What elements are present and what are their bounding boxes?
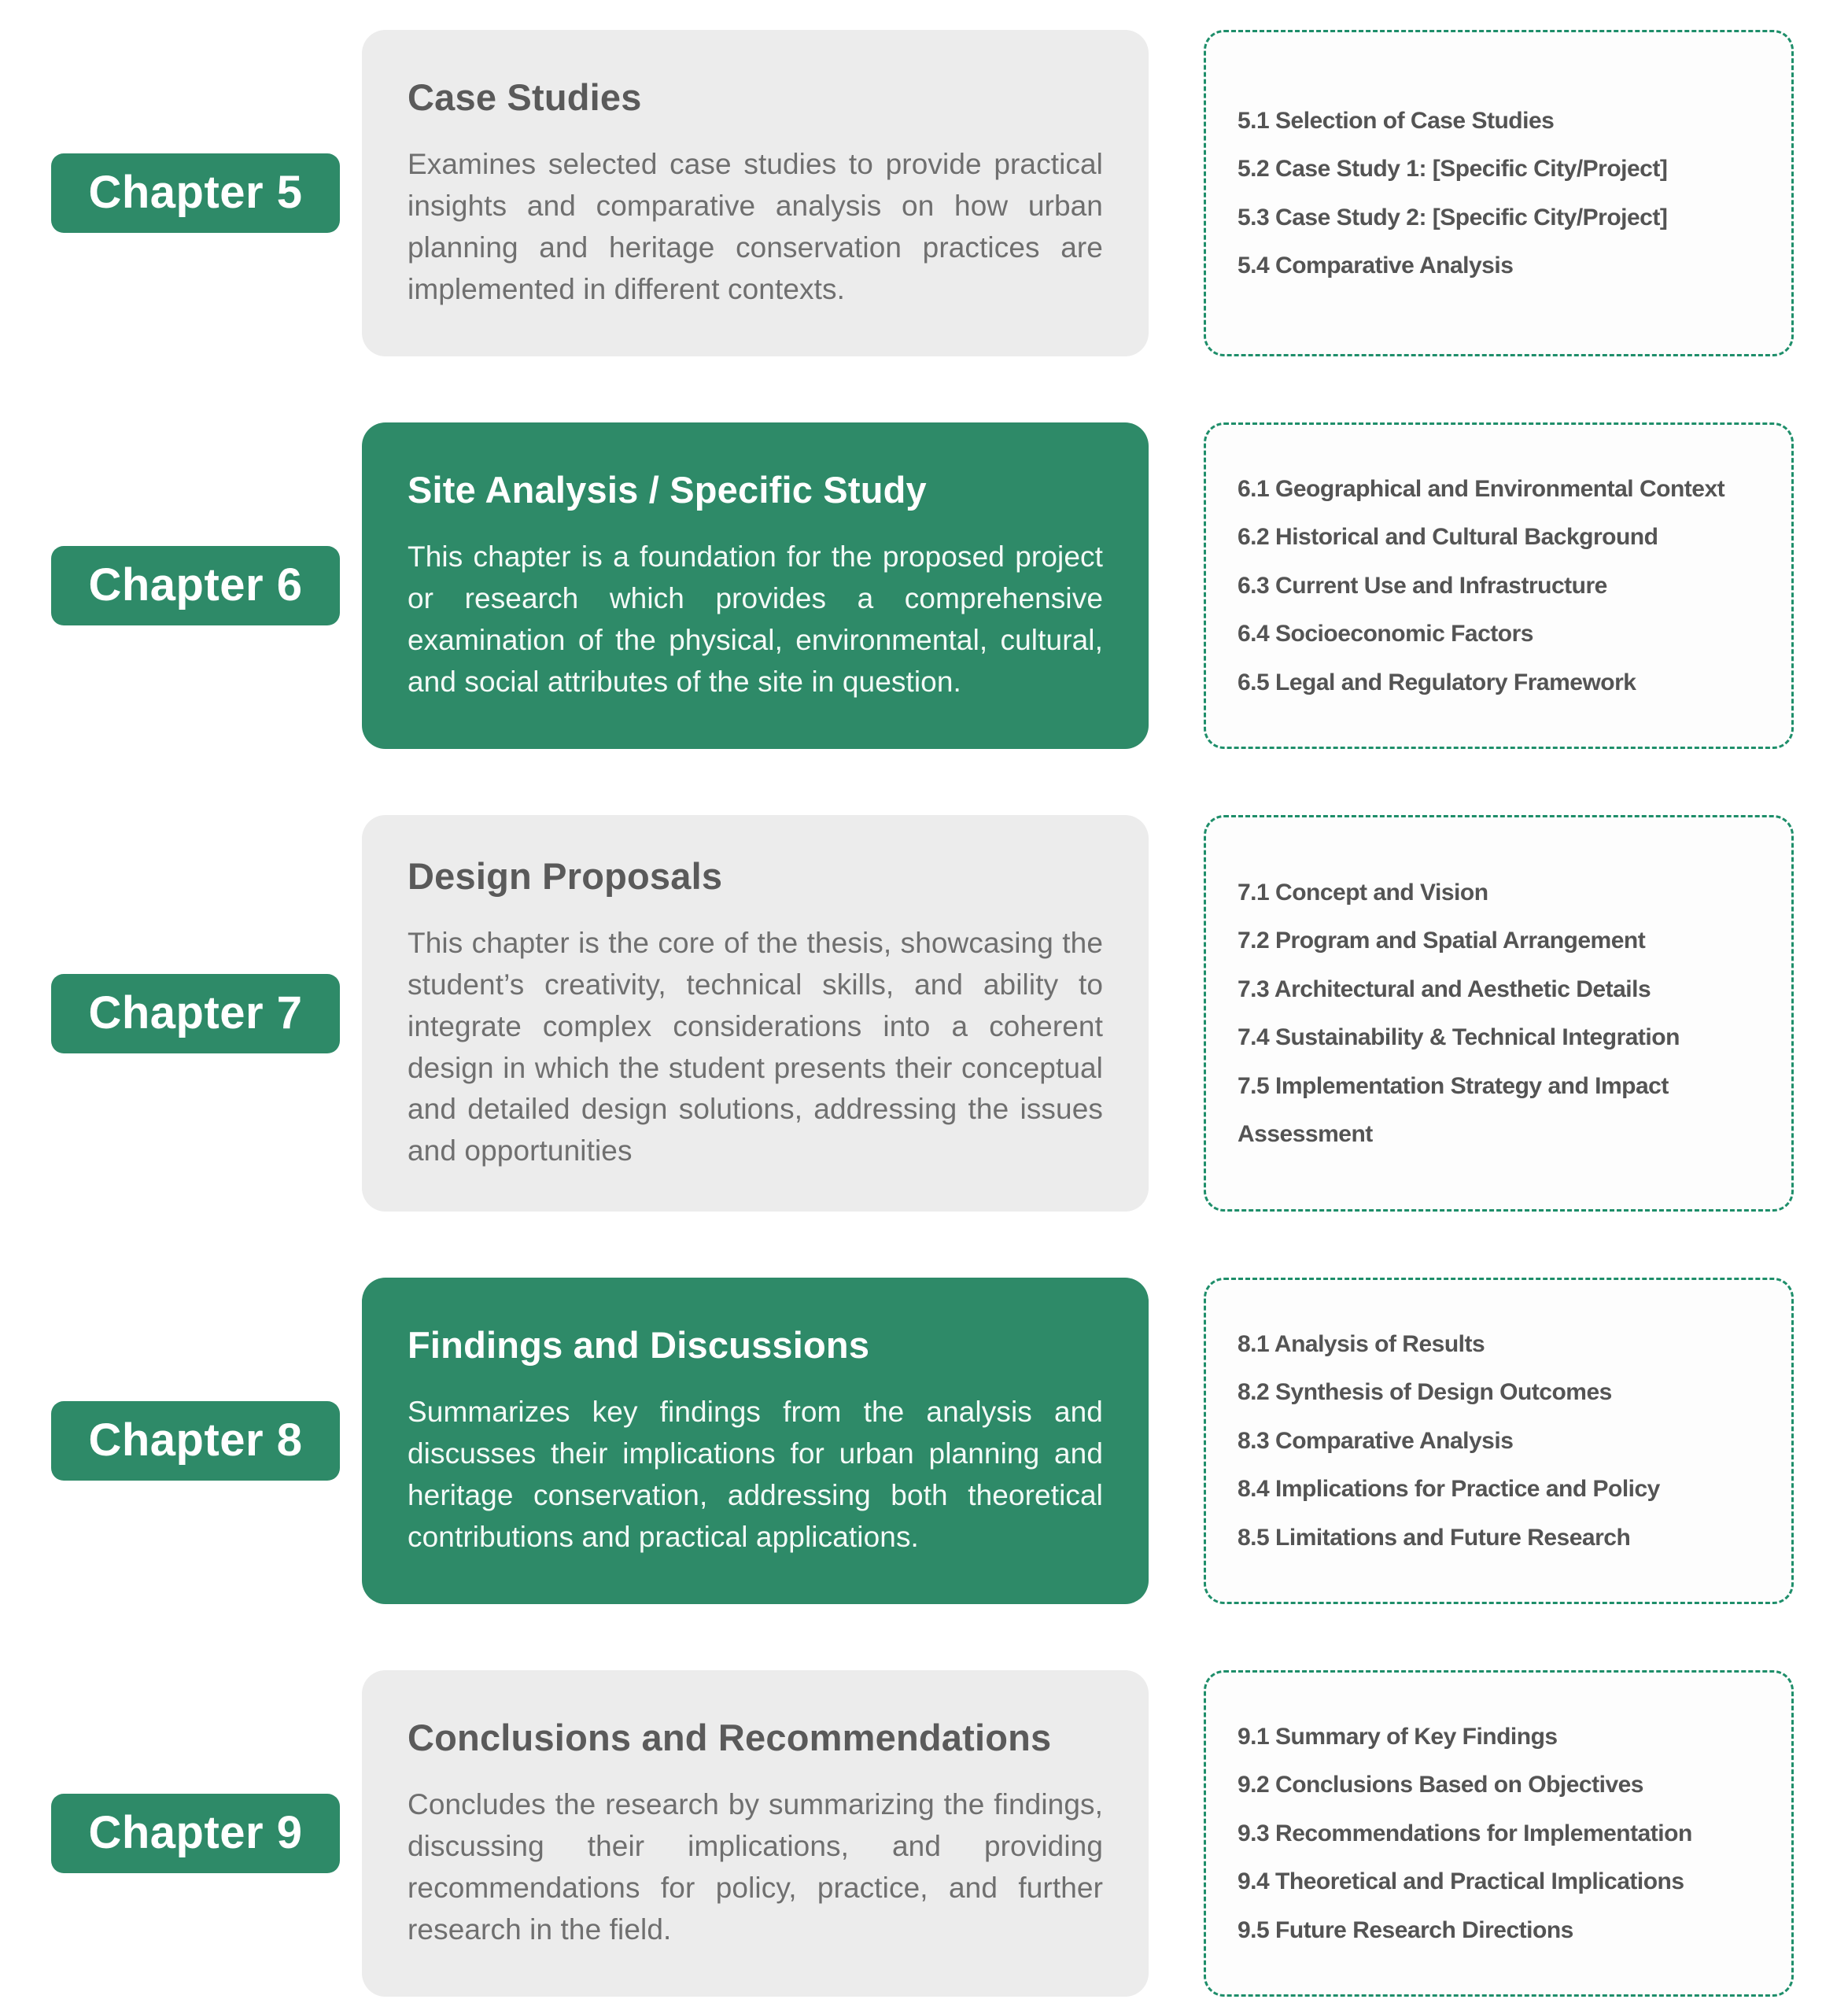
section-item: 9.3 Recommendations for Implementation [1238,1820,1692,1846]
section-item: 9.4 Theoretical and Practical Implications [1238,1868,1684,1895]
section-item: 8.4 Implications for Practice and Policy [1238,1476,1660,1503]
chapter-9-description: Concludes the research by summarizing the findings, discussing their implications, and providing recommendations for policy, practice, and further research in the field. [408,1788,1103,1946]
chapter-6-title: Site Analysis / Specific Study [408,469,927,511]
section-item: 7.4 Sustainability & Technical Integration [1238,1024,1680,1050]
chapter-5-row [51,30,1794,356]
chapter-6-badge: Chapter 6 [51,546,340,625]
chapter-5-card [362,30,1149,356]
chapter-9-title: Conclusions and Recommendations [408,1717,1052,1759]
chapter-7-row [51,815,1794,1212]
chapter-7-sections-box [1204,815,1794,1212]
chapter-6-badge-column [51,422,340,749]
section-item: 6.4 Socioeconomic Factors [1238,621,1533,647]
chapter-9-row [51,1670,1794,1997]
section-item: 5.4 Comparative Analysis [1238,253,1514,278]
section-item: 9.1 Summary of Key Findings [1238,1723,1558,1750]
chapter-5-badge-column [51,30,340,356]
chapter-9-card [362,1670,1149,1997]
chapter-5-description: Examines selected case studies to provide practical insights and comparative analysis on how urban planning and heritage conservation practices are implemented in different contexts. [408,148,1103,305]
section-item: 5.1 Selection of Case Studies [1238,107,1555,134]
chapter-8-badge: Chapter 8 [51,1401,340,1481]
chapter-5-title: Case Studies [408,76,642,119]
chapter-7-title: Design Proposals [408,854,723,897]
chapter-7-badge: Chapter 7 [51,974,340,1053]
chapter-9-badge: Chapter 9 [51,1794,340,1873]
section-item: 8.1 Analysis of Results [1238,1330,1485,1357]
chapter-5-badge: Chapter 5 [51,153,340,233]
chapter-8-description: Summarizes key findings from the analysis and discusses their implications for urban planning and heritage conservation, addressing both theoretical contributions and practical applications. [408,1396,1103,1554]
section-item: 6.3 Current Use and Infrastructure [1238,572,1607,599]
section-item: 6.5 Legal and Regulatory Framework [1238,669,1636,695]
section-item: 8.5 Limitations and Future Research [1238,1524,1631,1551]
chapter-7-description: This chapter is the core of the thesis, showcasing the student’s creativity, technical skills, and ability to integrate complex considerations into a coherent design in which the student presents their conceptual and detailed design solutions, addressing the issues and opportunities [408,926,1103,1167]
section-item: 9.5 Future Research Directions [1238,1916,1573,1943]
section-item: 6.1 Geographical and Environmental Context [1238,475,1725,502]
chapter-8-title: Findings and Discussions [408,1324,870,1367]
section-item: 8.2 Synthesis of Design Outcomes [1238,1379,1612,1406]
section-item: 7.1 Concept and Vision [1238,879,1488,906]
chapter-8-sections-box [1204,1278,1794,1604]
section-item: 5.2 Case Study 1: [Specific City/Project] [1238,156,1668,182]
chapter-5-sections-box [1204,30,1794,356]
section-item: 7.5 Implementation Strategy and Impact Assessment [1238,1072,1669,1147]
chapter-6-row [51,422,1794,749]
chapter-9-sections-box [1204,1670,1794,1997]
chapter-6-card [362,422,1149,749]
section-item: 9.2 Conclusions Based on Objectives [1238,1772,1643,1798]
chapter-7-card [362,815,1149,1212]
section-item: 8.3 Comparative Analysis [1238,1427,1514,1454]
chapter-8-badge-column [51,1278,340,1604]
section-item: 6.2 Historical and Cultural Background [1238,524,1658,551]
section-item: 5.3 Case Study 2: [Specific City/Project] [1238,204,1668,231]
chapter-6-description: This chapter is a foundation for the proposed project or research which provides a comprehensive examination of the physical, environmental, cultural, and social attributes of the site in question. [408,540,1103,698]
section-item: 7.3 Architectural and Aesthetic Details [1238,976,1651,1002]
section-item: 7.2 Program and Spatial Arrangement [1238,928,1646,954]
chapter-7-badge-column [51,815,340,1212]
chapter-6-sections-box [1204,422,1794,749]
chapter-8-row [51,1278,1794,1604]
chapter-9-badge-column [51,1670,340,1997]
chapter-8-card [362,1278,1149,1604]
